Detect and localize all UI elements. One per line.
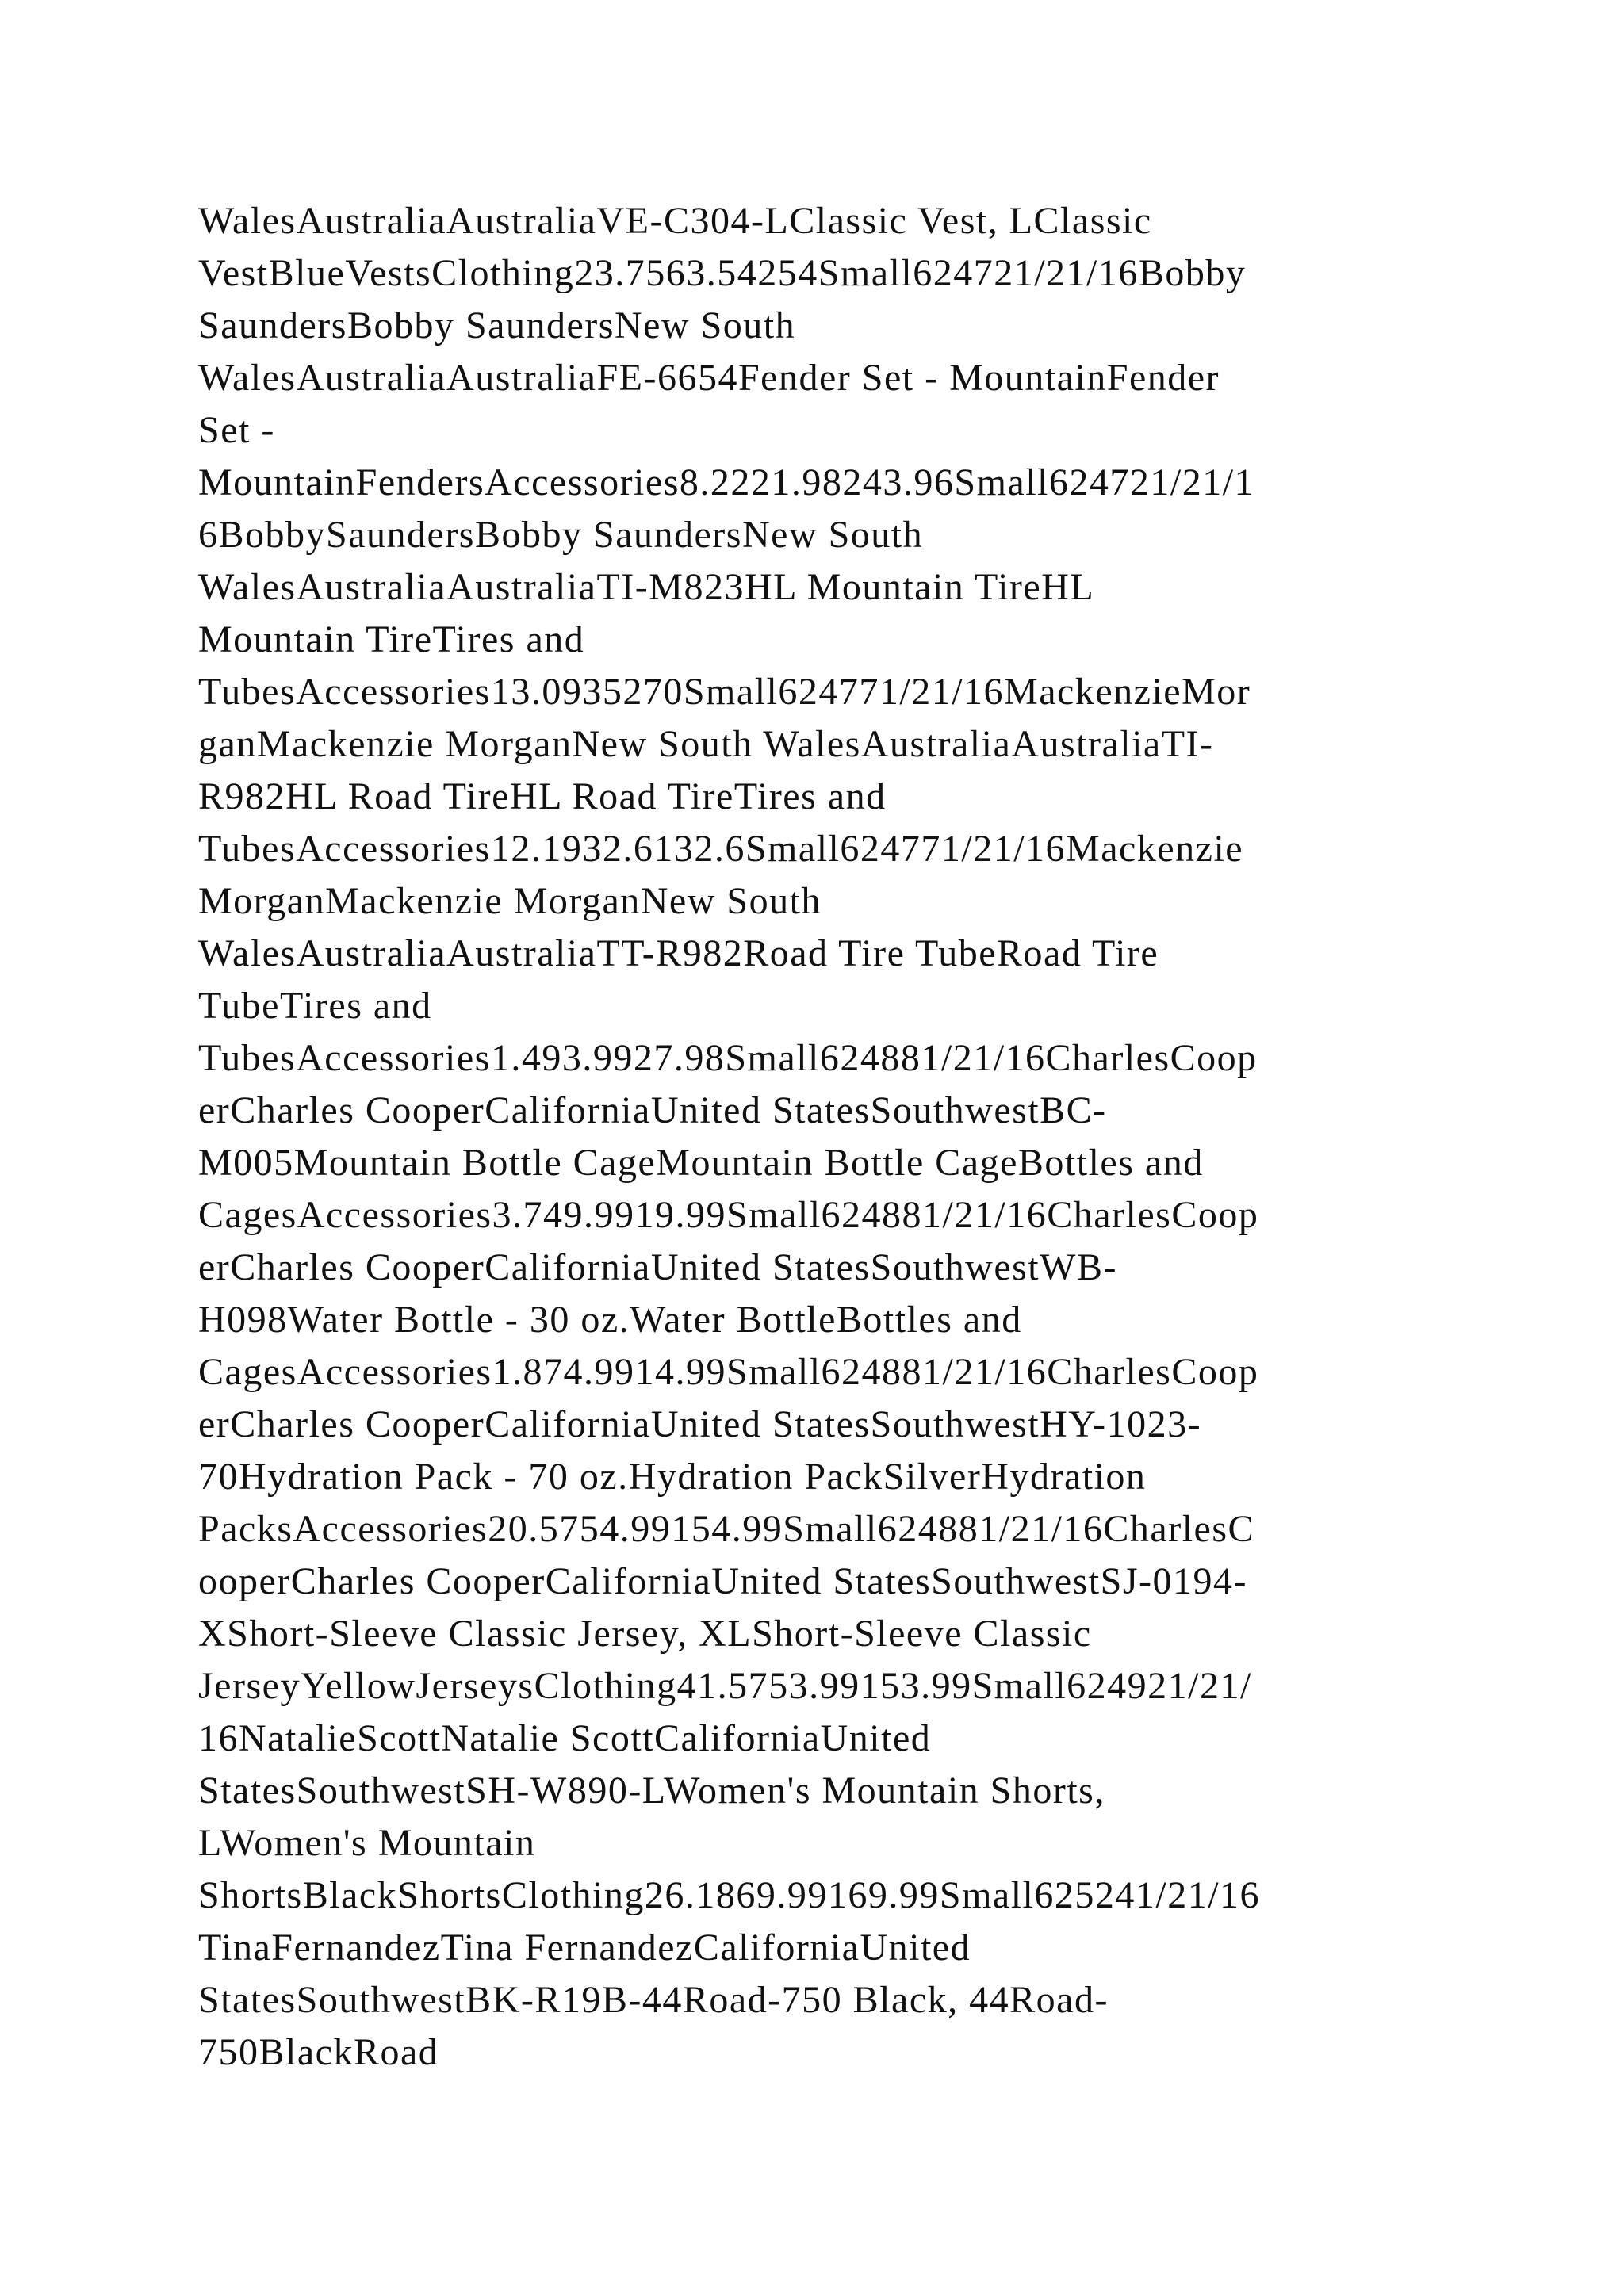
text-line: TubesAccessories13.0935270Small624771/21/16MackenzieMor	[198, 671, 1251, 713]
text-line: Mountain TireTires and	[198, 618, 585, 660]
text-line: MorganMackenzie MorganNew South	[198, 880, 822, 922]
text-line: erCharles CooperCaliforniaUnited StatesSouthwestWB-	[198, 1246, 1117, 1288]
text-line: SaundersBobby SaundersNew South	[198, 304, 796, 346]
text-line: ooperCharles CooperCaliforniaUnited StatesSouthwestSJ-0194-	[198, 1560, 1247, 1602]
text-line: MountainFendersAccessories8.2221.98243.96Small624721/21/1	[198, 461, 1255, 503]
text-line: 750BlackRoad	[198, 2031, 439, 2073]
text-line: XShort-Sleeve Classic Jersey, XLShort-Sleeve Classic	[198, 1613, 1092, 1655]
text-line: R982HL Road TireHL Road TireTires and	[198, 775, 887, 817]
text-line: CagesAccessories3.749.9919.99Small624881/21/16CharlesCoop	[198, 1194, 1259, 1236]
text-line: PacksAccessories20.5754.99154.99Small624881/21/16CharlesC	[198, 1508, 1255, 1550]
text-line: WalesAustraliaAustraliaFE-6654Fender Set - MountainFender	[198, 357, 1220, 399]
text-line: Set -	[198, 409, 275, 451]
text-line: M005Mountain Bottle CageMountain Bottle CageBottles and	[198, 1142, 1204, 1184]
text-line: erCharles CooperCaliforniaUnited StatesSouthwestHY-1023-	[198, 1403, 1202, 1445]
text-line: WalesAustraliaAustraliaVE-C304-LClassic Vest, LClassic	[198, 200, 1152, 242]
text-line: WalesAustraliaAustraliaTI-M823HL Mountain TireHL	[198, 566, 1095, 608]
text-line: StatesSouthwestSH-W890-LWomen's Mountain Shorts,	[198, 1770, 1105, 1812]
text-line: TubeTires and	[198, 985, 432, 1027]
text-line: 70Hydration Pack - 70 oz.Hydration PackSilverHydration	[198, 1456, 1147, 1498]
text-line: VestBlueVestsClothing23.7563.54254Small624721/21/16Bobby	[198, 252, 1247, 294]
text-line: 16NatalieScottNatalie ScottCaliforniaUnited	[198, 1717, 932, 1759]
text-line: erCharles CooperCaliforniaUnited StatesSouthwestBC-	[198, 1089, 1107, 1131]
text-line: JerseyYellowJerseysClothing41.5753.99153.99Small624921/21/	[198, 1665, 1252, 1707]
text-line: CagesAccessories1.874.9914.99Small624881/21/16CharlesCoop	[198, 1351, 1259, 1393]
text-line: TubesAccessories12.1932.6132.6Small624771/21/16Mackenzie	[198, 828, 1244, 870]
text-line: WalesAustraliaAustraliaTT-R982Road Tire TubeRoad Tire	[198, 932, 1159, 974]
text-line: ganMackenzie MorganNew South WalesAustraliaAustraliaTI-	[198, 723, 1214, 765]
text-line: TubesAccessories1.493.9927.98Small624881/21/16CharlesCoop	[198, 1037, 1258, 1079]
text-line: H098Water Bottle - 30 oz.Water BottleBottles and	[198, 1299, 1022, 1341]
text-line: ShortsBlackShortsClothing26.1869.99169.99Small625241/21/16	[198, 1874, 1261, 1916]
text-line: LWomen's Mountain	[198, 1822, 536, 1864]
document-body-text	[198, 195, 1499, 2079]
text-line: StatesSouthwestBK-R19B-44Road-750 Black, 44Road-	[198, 1979, 1109, 2021]
text-line: TinaFernandezTina FernandezCaliforniaUnited	[198, 1927, 971, 1969]
text-line: 6BobbySaundersBobby SaundersNew South	[198, 514, 924, 556]
